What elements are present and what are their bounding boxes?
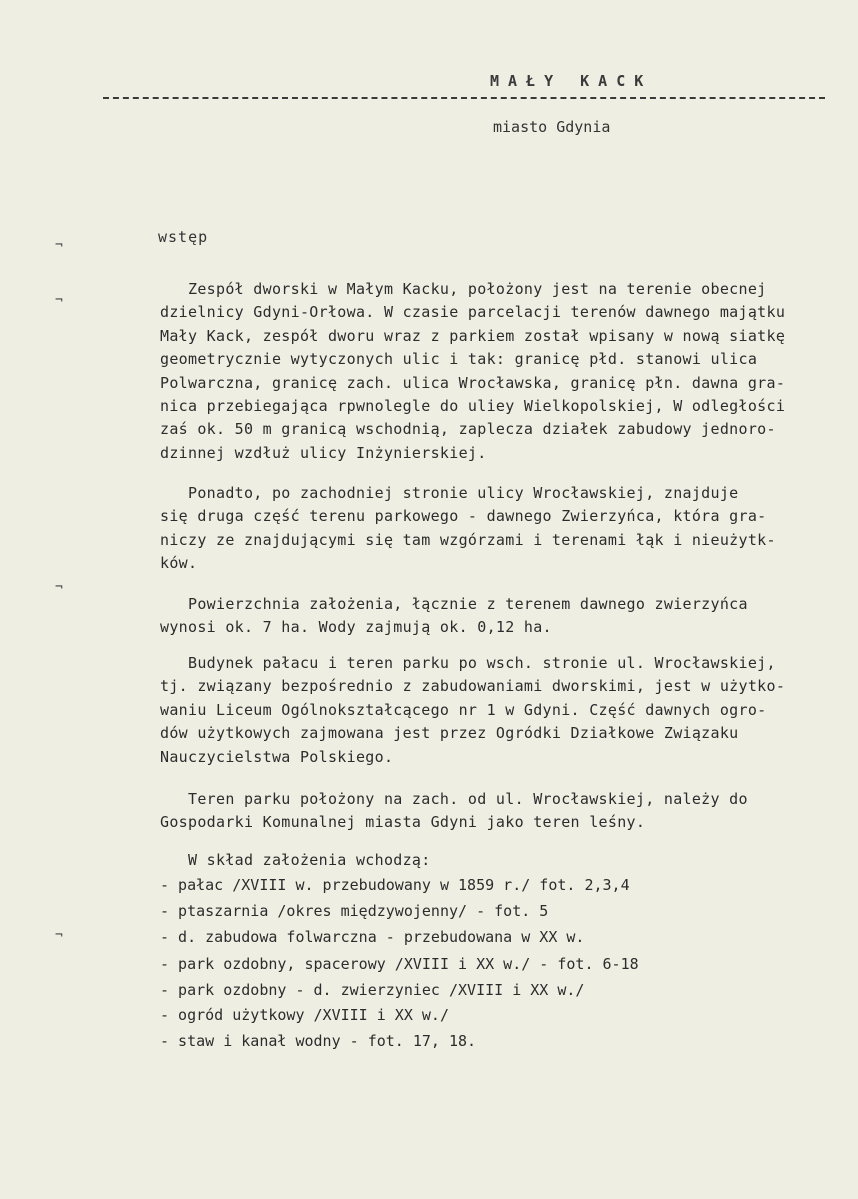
paragraph-line: Nauczycielstwa Polskiego. xyxy=(160,747,394,766)
list-intro: W skład założenia wchodzą: xyxy=(160,851,431,869)
paragraph-line: ków. xyxy=(160,554,198,573)
document-subtitle: miasto Gdynia xyxy=(493,118,611,136)
paragraph-line: Powierzchnia założenia, łącznie z terenem dawnego zwierzyńca xyxy=(160,595,748,613)
list-item: - ptaszarnia /okres międzywojenny/ - fot. 5 xyxy=(160,902,549,920)
margin-mark: ¬ xyxy=(55,928,63,943)
paragraph-line: się druga część terenu parkowego - dawnego Zwierzyńca, która gra- xyxy=(160,507,767,526)
paragraph-line: zaś ok. 50 m granicą wschodnią, zaplecza działek zabudowy jednoro- xyxy=(160,420,776,439)
paragraph-line: Teren parku położony na zach. od ul. Wrocławskiej, należy do xyxy=(160,790,748,808)
paragraph-line: Mały Kack, zespół dworu wraz z parkiem został wpisany w nową siatkę xyxy=(160,326,786,345)
paragraph-line: dów użytkowych zajmowana jest przez Ogródki Działkowe Związaku xyxy=(160,724,739,743)
section-label: wstęp xyxy=(158,228,209,246)
paragraph-line: Budynek pałacu i teren parku po wsch. stronie ul. Wrocławskiej, xyxy=(160,654,776,672)
list-item: - ogród użytkowy /XVIII i XX w./ xyxy=(160,1006,449,1024)
paragraph-line: waniu Liceum Ogólnokształcącego nr 1 w Gdyni. Część dawnych ogro- xyxy=(160,700,767,719)
paragraph-line: Gospodarki Komunalnej miasta Gdyni jako teren leśny. xyxy=(160,813,646,832)
paragraph-line: niczy ze znajdującymi się tam wzgórzami i terenami łąk i nieużytk- xyxy=(160,530,776,549)
header-divider xyxy=(103,97,825,99)
list-item: - d. zabudowa folwarczna - przebudowana w XX w. xyxy=(160,928,585,946)
margin-mark: ¬ xyxy=(55,238,63,253)
list-item: - staw i kanał wodny - fot. 17, 18. xyxy=(160,1032,477,1050)
list-item: - pałac /XVIII w. przebudowany w 1859 r./ fot. 2,3,4 xyxy=(160,876,630,894)
paragraph-line: Zespół dworski w Małym Kacku, położony jest na terenie obecnej xyxy=(160,280,767,298)
margin-mark: ¬ xyxy=(55,580,63,595)
paragraph-line: Ponadto, po zachodniej stronie ulicy Wrocławskiej, znajduje xyxy=(160,484,739,502)
paragraph-line: tj. związany bezpośrednio z zabudowaniami dworskimi, jest w użytko- xyxy=(160,677,786,696)
paragraph-line: geometrycznie wytyczonych ulic i tak: granicę płd. stanowi ulica xyxy=(160,350,758,369)
paragraph-line: nica przebiegająca rpwnolegle do uliey Wielkopolskiej, W odległości xyxy=(160,397,786,415)
paragraph-line: dzielnicy Gdyni-Orłowa. W czasie parcelacji terenów dawnego majątku xyxy=(160,303,786,322)
paragraph-line: Polwarczna, granicę zach. ulica Wrocławska, granicę płn. dawna gra- xyxy=(160,373,786,392)
list-item: - park ozdobny, spacerowy /XVIII i XX w./ - fot. 6-18 xyxy=(160,955,639,973)
paragraph-line: wynosi ok. 7 ha. Wody zajmują ok. 0,12 ha. xyxy=(160,618,552,637)
margin-mark: ¬ xyxy=(55,293,63,308)
list-item: - park ozdobny - d. zwierzyniec /XVIII i XX w./ xyxy=(160,981,585,999)
paragraph-line: dzinnej wzdłuż ulicy Inżynierskiej. xyxy=(160,443,487,462)
document-title: MAŁY KACK xyxy=(490,72,653,90)
